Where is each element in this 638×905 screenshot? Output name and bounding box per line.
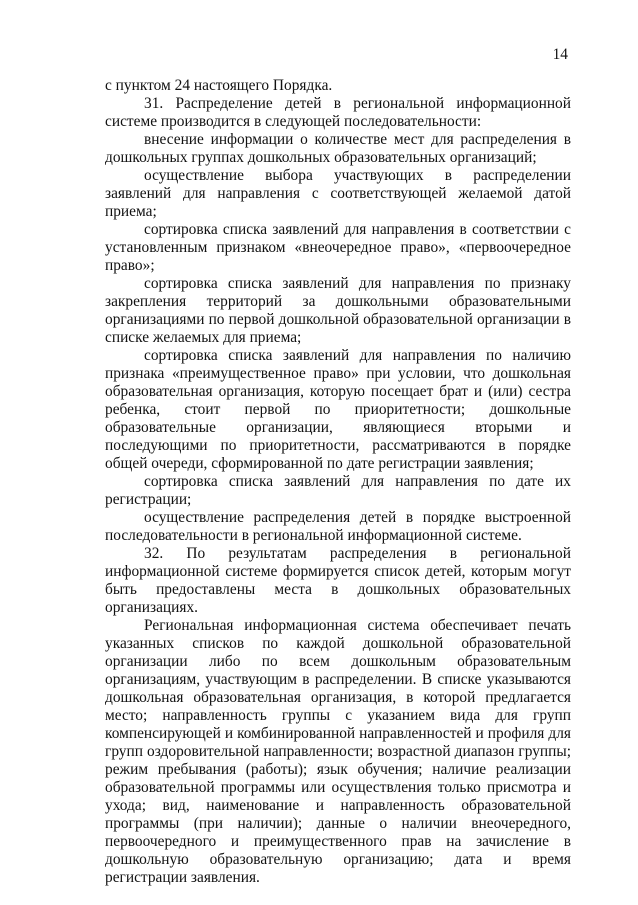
page-number: 14 [552,46,568,63]
paragraph-step-sort-territory: сортировка списка заявлений для направления по признаку закрепления территорий за дошкольными образовательными организациями по первой дошкольной образовательной организации в списке желаемых для приема; [105,275,571,346]
paragraph-step-sort-preferential-right: сортировка списка заявлений для направления по наличию признака «преимущественное право» при условии, что дошкольная образовательная организация, которую посещает брат и (или) сестра ребенка, стоит первой по приоритетности; дошкольные образовательные организации, являющиеся вторыми и последующими по приоритетности, рассматриваются в порядке общей очереди, сформированной по дате регистрации заявления; [105,347,571,472]
paragraph-step-select-applications: осуществление выбора участвующих в распределении заявлений для направления с соответствующей желаемой датой приема; [105,167,571,220]
paragraph-item-31: 31. Распределение детей в региональной информационной системе производится в следующей последовательности: [105,95,571,130]
document-body [105,77,571,887]
paragraph-step-sort-priority-right: сортировка списка заявлений для направления в соответствии с установленным признаком «внеочередное право», «первоочередное право»; [105,221,571,274]
paragraph-step-sort-registration-date: сортировка списка заявлений для направления по дате их регистрации; [105,473,571,508]
paragraph-step-places-info: внесение информации о количестве мест для распределения в дошкольных группах дошкольных образовательных организаций; [105,131,571,166]
paragraph-system-printing: Региональная информационная система обеспечивает печать указанных списков по каждой дошкольной образовательной организации либо по всем дошкольным образовательным организациям, участвующим в распределении. В списке указываются дошкольная образовательная организация, в которой предлагается место; направленность группы с указанием вида для групп компенсирующей и комбинированной направленностей и профиля для групп оздоровительной направленности; возрастной диапазон группы; режим пребывания (работы); язык обучения; наличие реализации образовательной программы или осуществления только присмотра и ухода; вид, наименование и направленность образовательной программы (при наличии); данные о наличии внеочередного, первоочередного и преимущественного прав на зачисление в дошкольную образовательную организацию; дата и время регистрации заявления. [105,617,571,886]
paragraph-step-distribution: осуществление распределения детей в порядке выстроенной последовательности в региональной информационной системе. [105,509,571,544]
paragraph-item-32: 32. По результатам распределения в региональной информационной системе формируется список детей, которым могут быть предоставлены места в дошкольных образовательных организациях. [105,545,571,616]
paragraph-continuation: с пунктом 24 настоящего Порядка. [105,77,333,94]
